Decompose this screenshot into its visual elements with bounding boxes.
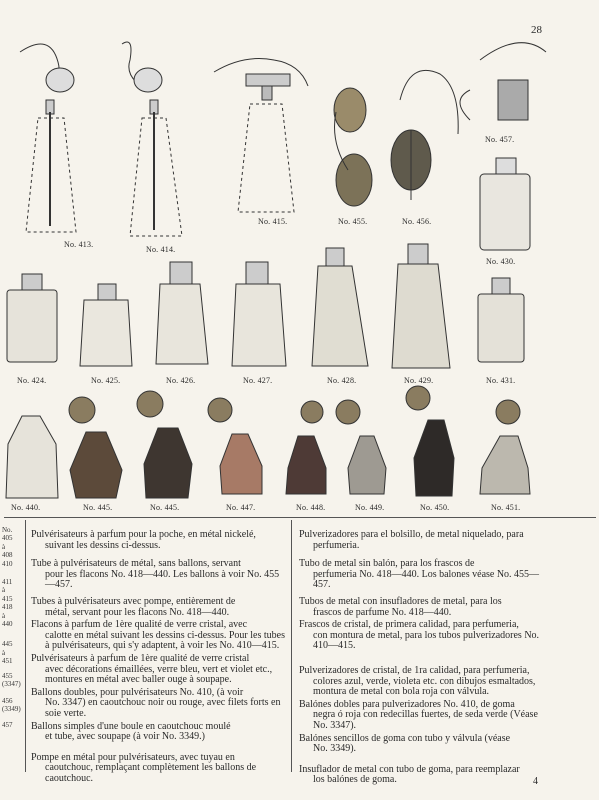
flask-426-illustration <box>156 262 208 364</box>
caption-431: No. 431. <box>486 376 516 385</box>
fr-text: pour les flacons No. 418—440. Les ballons à voir No. 455—457. <box>45 568 280 591</box>
fr-text: Pulvérisateurs à parfum de 1ère qualité de verre cristal <box>31 652 250 664</box>
es-text: Frascos de cristal, de primera calidad, para perfumeria, <box>299 619 519 631</box>
fr-text: Pulvérisateurs à parfum pour la poche, en métal nickelé, <box>31 529 256 540</box>
es-text: Balónes sencillos de goma con tubo y válvula (véase <box>299 732 511 744</box>
flask-425-illustration <box>80 284 132 366</box>
flask-428-illustration <box>312 248 368 366</box>
footer-number: 4 <box>533 776 538 787</box>
fr-text: métal, servant pour les flacons No. 418—440. <box>45 606 230 618</box>
caption-451: No. 451. <box>491 503 521 512</box>
num: 418 <box>2 603 13 612</box>
caption-457: No. 457. <box>485 135 515 144</box>
atomizer-447-illustration <box>208 398 262 494</box>
atomizer-448-illustration <box>286 401 326 494</box>
caption-427: No. 427. <box>243 376 273 385</box>
caption-413: No. 413. <box>64 240 94 249</box>
fr-text: calotte en métal suivant les dessins ci-dessus. Pour les tubes à pulvérisateurs, qui s'y adaptent, à voir les No. 410—415. <box>45 629 285 652</box>
fr-text: Flacons à parfum de 1ère qualité de verre cristal, avec <box>31 619 248 631</box>
fr-text: Pompe en métal pour pulvérisateurs, avec tuyau en <box>31 751 235 763</box>
caption-415: No. 415. <box>258 217 288 226</box>
num: 457 <box>2 721 13 730</box>
es-text: Pulverizadores para el bolsillo, de metal niquelado, para <box>299 529 524 540</box>
num: à <box>2 648 6 657</box>
num: (3347) <box>2 680 21 689</box>
table-top-rule <box>4 517 596 518</box>
atomizer-tube-413-illustration <box>20 44 76 232</box>
double-ball-455-illustration <box>334 88 372 206</box>
num: 408 <box>2 551 13 560</box>
es-entry <box>299 734 551 755</box>
fr-text: Ballons simples d'une boule en caoutchouc moulé <box>31 720 231 732</box>
num: 411 <box>2 578 13 587</box>
flask-427-illustration <box>232 262 286 366</box>
fr-text: No. 3347) en caoutchouc noir ou rouge, avec filets forts en soie verte. <box>45 697 281 719</box>
fr-entry <box>31 753 285 785</box>
single-ball-456-illustration <box>391 70 458 200</box>
description-table <box>0 520 599 786</box>
caption-440: No. 440. <box>11 503 41 512</box>
es-entry <box>299 530 551 551</box>
caption-450: No. 450. <box>420 503 450 512</box>
num: à <box>2 611 6 620</box>
fr-text: Tubes à pulvérisateurs avec pompe, entièrement de <box>31 595 236 607</box>
fr-text: Ballons doubles, pour pulvérisateurs No. 410, (à voir <box>31 686 244 698</box>
page-number: 28 <box>531 24 542 36</box>
caption-425: No. 425. <box>91 376 121 385</box>
atomizer-445a-illustration <box>69 397 122 498</box>
caption-414: No. 414. <box>146 245 176 254</box>
num: 415 <box>2 594 13 603</box>
num-label: No. <box>2 526 13 534</box>
caption-426: No. 426. <box>166 376 196 385</box>
es-entry <box>299 666 551 698</box>
es-text: Insuflador de metal con tubo de goma, para reemplazar <box>299 763 520 775</box>
fr-text: avec décorations émaillées, verre bleu, vert et violet etc., montures en métal avec baller ouge à soupape. <box>45 663 273 686</box>
fr-text: caoutchouc, remplaçant complètement les ballons de caoutchouc. <box>45 762 257 784</box>
flask-430-illustration <box>480 158 530 250</box>
caption-429: No. 429. <box>404 376 434 385</box>
atomizer-445b-illustration <box>137 391 192 498</box>
caption-430: No. 430. <box>486 257 516 266</box>
num: 445 <box>2 640 13 649</box>
flask-424-illustration <box>7 274 57 362</box>
num: à <box>2 586 6 595</box>
flask-429-illustration <box>392 244 450 368</box>
fr-entry <box>31 620 285 652</box>
fr-entry <box>31 688 285 720</box>
fr-entry <box>31 559 285 591</box>
flask-431-illustration <box>478 278 524 362</box>
num: 451 <box>2 657 13 666</box>
caption-445a: No. 445. <box>83 503 113 512</box>
pump-457-illustration <box>460 43 546 120</box>
spanish-description-column <box>299 530 551 788</box>
caption-448: No. 448. <box>296 503 326 512</box>
caption-445b: No. 445. <box>150 503 180 512</box>
es-text: frascos de parfume No. 418—440. <box>313 606 452 618</box>
caption-424: No. 424. <box>17 376 47 385</box>
atomizer-449-illustration <box>336 400 386 494</box>
caption-449: No. 449. <box>355 503 385 512</box>
es-text: No. 3349). <box>313 743 357 755</box>
atomizer-450-illustration <box>406 386 454 496</box>
es-text: con montura de metal, para los tubos pulverizadores No. 410—415. <box>313 629 540 652</box>
fr-entry <box>31 530 285 551</box>
atomizer-tube-414-illustration <box>122 42 182 236</box>
num: 410 <box>2 559 13 568</box>
caption-447: No. 447. <box>226 503 256 512</box>
fr-entry <box>31 597 285 618</box>
caption-428: No. 428. <box>327 376 357 385</box>
num: à <box>2 542 6 551</box>
french-description-column <box>31 530 285 786</box>
es-entry <box>299 765 551 786</box>
es-text: colores azul, verde, violeta etc. con dibujos esmaltados, montura de metal con bola roja con válvula. <box>313 675 536 698</box>
caption-455: No. 455. <box>338 217 368 226</box>
fr-entry <box>31 654 285 686</box>
es-text: Pulverizadores de cristal, de 1ra calidad, para perfumeria, <box>299 664 530 676</box>
es-text: los balónes de goma. <box>313 774 397 786</box>
es-text: Balónes dobles para pulverizadores No. 410, de goma <box>299 698 515 710</box>
caption-456: No. 456. <box>402 217 432 226</box>
num: 405 <box>2 534 13 543</box>
atomizer-451-illustration <box>480 400 530 494</box>
es-text: perfumeria. <box>313 539 360 551</box>
fr-text: et tube, avec soupape (à voir No. 3349.) <box>45 731 205 743</box>
atomizer-440-illustration <box>6 416 58 498</box>
atomizer-pump-415-illustration <box>214 59 308 213</box>
es-entry <box>299 559 551 591</box>
es-text: perfumeria No. 418—440. Los balones véase No. 455—457. <box>313 568 540 591</box>
num: (3349) <box>2 704 21 713</box>
es-text: Tubo de metal sin balón, para los frascos de <box>299 558 475 570</box>
es-text: negra ó roja con redecillas fuertes, de seda verde (Véase No. 3347). <box>313 709 538 731</box>
es-entry <box>299 597 551 618</box>
fr-text: Tube à pulvérisateurs de métal, sans ballons, servant <box>31 558 241 570</box>
num: 456 <box>2 696 13 705</box>
fr-text: suivant les dessins ci-dessus. <box>45 539 161 551</box>
num: 455 <box>2 671 13 680</box>
fr-entry <box>31 722 285 743</box>
catalog-number-column <box>2 526 24 730</box>
es-entry <box>299 620 551 652</box>
es-text: Tubos de metal con insufladores de metal, para los <box>299 595 502 607</box>
es-entry <box>299 700 551 732</box>
num: 440 <box>2 620 13 629</box>
